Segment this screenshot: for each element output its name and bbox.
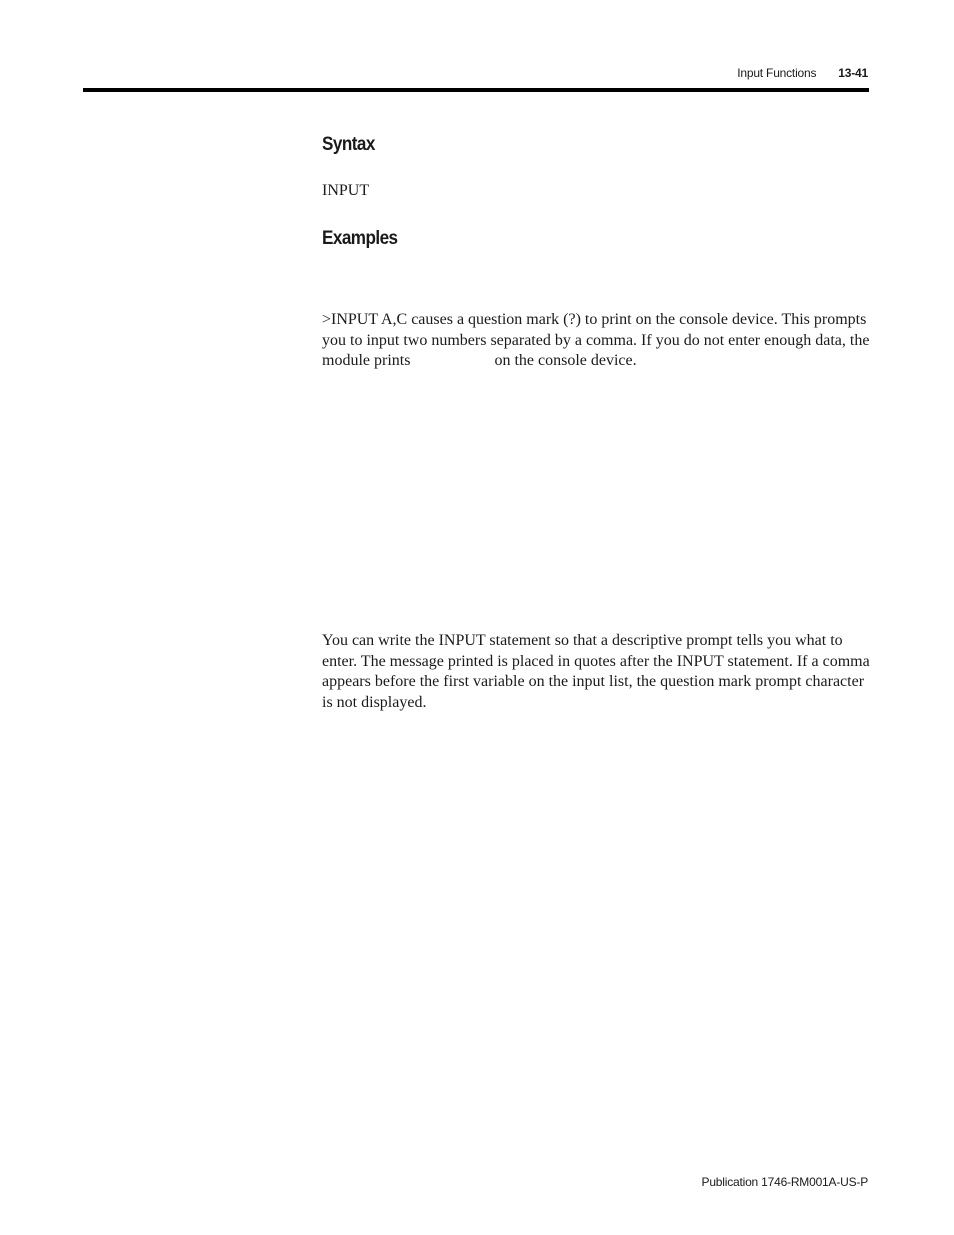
prompt-paragraph: You can write the INPUT statement so that a descriptive prompt tells you what to enter. The message printed is placed in quotes after the INPUT statement. If a comma appears before the first variable on the input list, the question mark prompt character is not displayed.	[322, 632, 870, 711]
header-section-title: Input Functions	[737, 66, 817, 80]
running-header	[737, 66, 868, 80]
syntax-text: INPUT	[322, 182, 370, 199]
publication-footer: Publication 1746-RM001A-US-P	[701, 1175, 868, 1189]
header-rule	[83, 88, 869, 92]
syntax-heading: Syntax	[322, 134, 375, 155]
header-page-number: 13-41	[838, 66, 868, 80]
example-paragraph	[322, 310, 870, 372]
example-paragraph-part2: on the console device.	[494, 352, 637, 369]
example-paragraph-part1: >INPUT A,C causes a question mark (?) to print on the console device. This prompts you to input two numbers separated by a comma. If you do not enter enough data, the module prints	[322, 311, 870, 369]
examples-heading: Examples	[322, 228, 398, 249]
